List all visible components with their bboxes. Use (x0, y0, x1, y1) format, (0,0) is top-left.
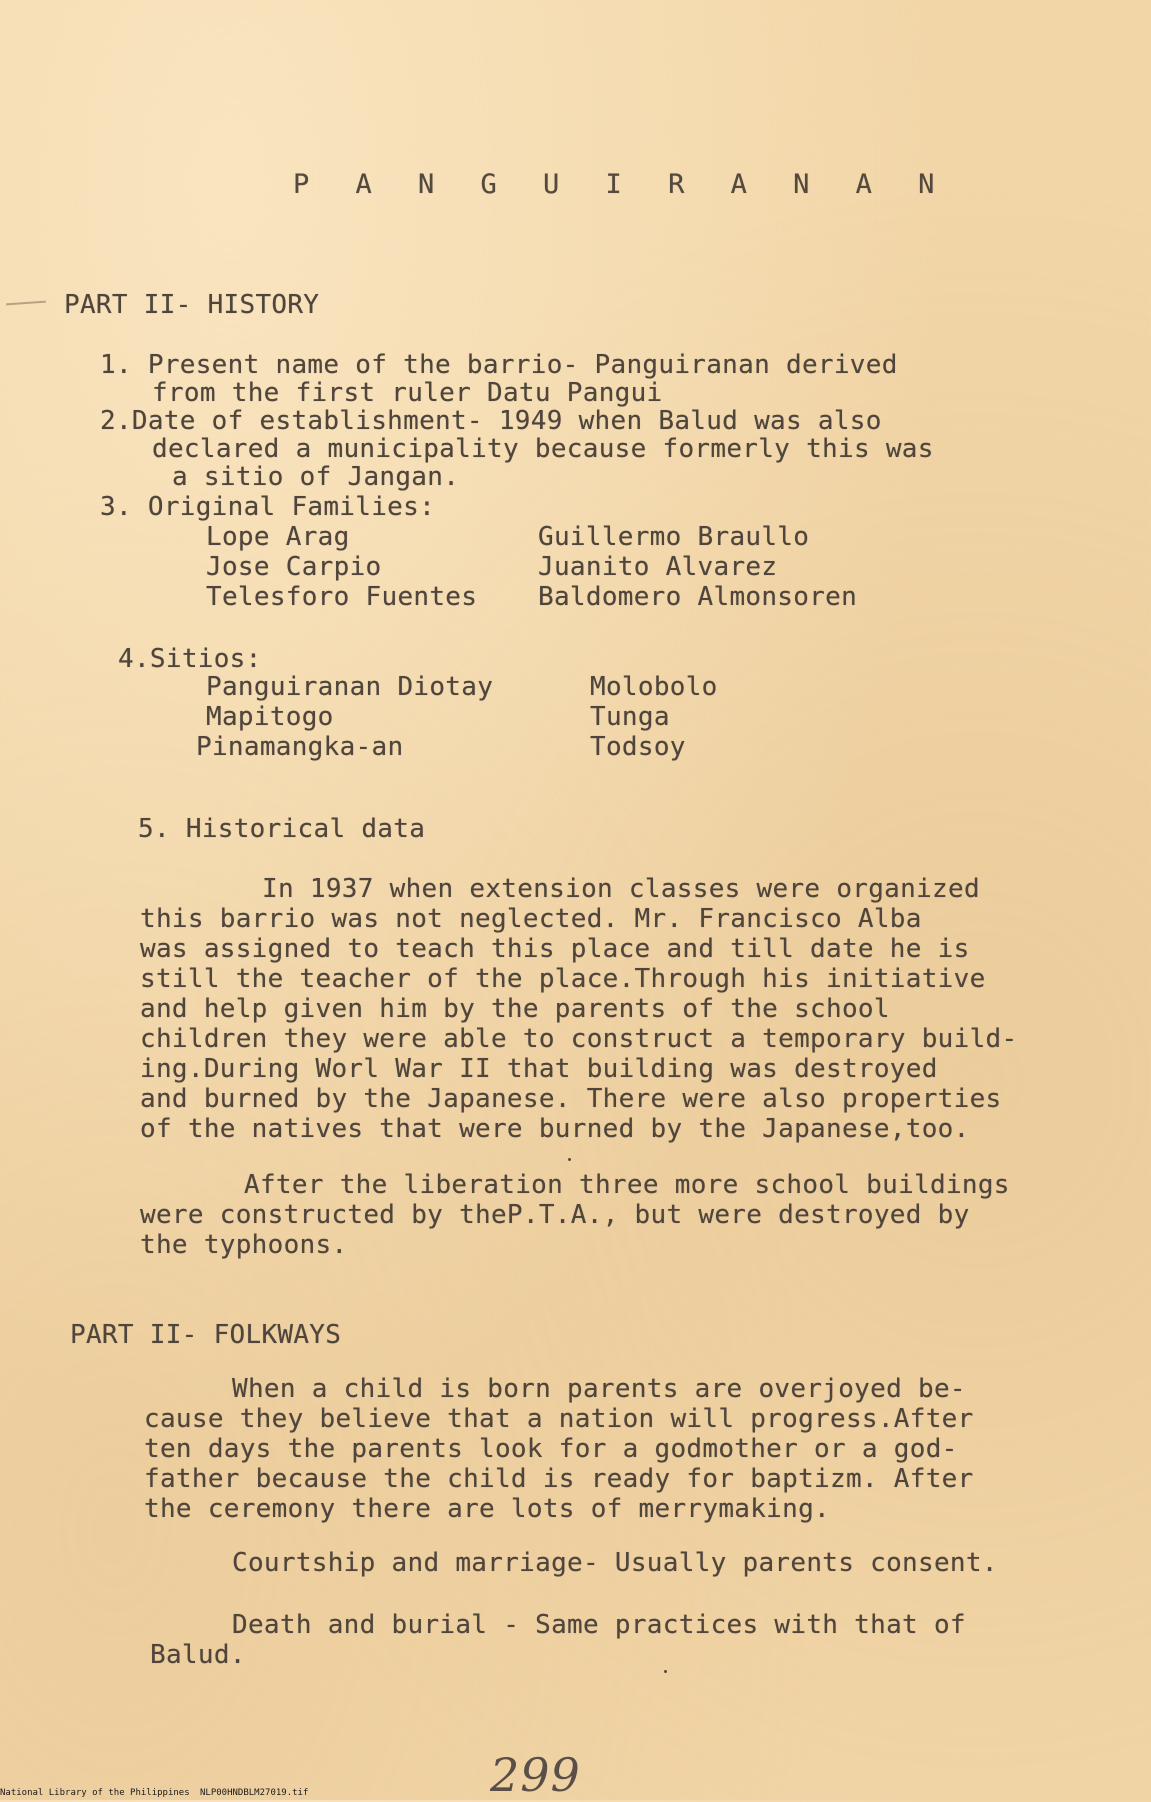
courtship-line: Courtship and marriage- Usually parents consent. (232, 1548, 998, 1578)
families-label: 3. Original Families: (100, 492, 436, 522)
historical-paragraph-line: still the teacher of the place.Through his initiative (140, 964, 986, 994)
sitio-name: Todsoy (590, 732, 686, 762)
scan-footer (0, 1758, 1151, 1798)
historical-paragraph-line: children they were able to construct a temporary build- (140, 1024, 1018, 1054)
sitios-label: 4.Sitios: (118, 644, 262, 674)
historical-paragraph-line: and burned by the Japanese. There were also properties (140, 1084, 1002, 1114)
death-line1: Death and burial - Same practices with that of (232, 1610, 966, 1640)
folkways-heading: PART II- FOLKWAYS (70, 1320, 342, 1350)
item2-line3: a sitio of Jangan. (172, 462, 460, 492)
folkways-paragraph-line: When a child is born parents are overjoyed be- (232, 1374, 966, 1404)
historical-paragraph-line: this barrio was not neglected. Mr. Francisco Alba (140, 904, 922, 934)
sitio-name: Mapitogo (206, 702, 334, 732)
margin-mark (6, 301, 46, 306)
item2-line2: declared a municipality because formerly this was (152, 434, 934, 464)
historical-paragraph-line: and help given him by the parents of the school (140, 994, 890, 1024)
liberation-paragraph-line: the typhoons. (140, 1230, 348, 1260)
family-name: Guillermo Braullo (538, 522, 810, 552)
sitio-name: Panguiranan Diotay (206, 672, 494, 702)
liberation-paragraph-line: were constructed by theP.T.A., but were destroyed by (140, 1200, 970, 1230)
death-line2: Balud. (150, 1640, 246, 1670)
item1-line2: from the first ruler Datu Pangui (152, 378, 663, 408)
item1-line1: 1. Present name of the barrio- Panguiranan derived (100, 350, 898, 380)
item2-line1: 2.Date of establishment- 1949 when Balud was also (100, 406, 882, 436)
folkways-paragraph-line: the ceremony there are lots of merrymaking. (144, 1494, 830, 1524)
sitio-name: Pinamangka-an (196, 732, 404, 762)
historical-data-label: 5. Historical data (138, 814, 426, 844)
document-title: P A N G U I R A N A N (293, 169, 950, 200)
historical-paragraph-line: of the natives that were burned by the Japanese,too. (140, 1114, 970, 1144)
history-heading: PART II- HISTORY (64, 290, 320, 320)
liberation-paragraph-line: After the liberation three more school buildings (244, 1170, 1010, 1200)
sitio-name: Tunga (590, 702, 670, 732)
family-name: Jose Carpio (206, 552, 382, 582)
library-credit: National Library of the Philippines (0, 1788, 190, 1798)
ink-dot (664, 1670, 667, 1673)
historical-paragraph-line: ing.During Worl War II that building was destroyed (140, 1054, 938, 1084)
family-name: Juanito Alvarez (538, 552, 778, 582)
historical-paragraph-line: In 1937 when extension classes were organized (262, 874, 980, 904)
family-name: Telesforo Fuentes (206, 582, 478, 612)
sitio-name: Molobolo (590, 672, 718, 702)
page-number: 299 (490, 1748, 581, 1802)
folkways-paragraph-line: cause they believe that a nation will progress.After (144, 1404, 974, 1434)
family-name: Lope Arag (206, 522, 350, 552)
folkways-paragraph-line: father because the child is ready for baptizm. After (144, 1464, 974, 1494)
ink-dot (568, 1158, 571, 1161)
folkways-paragraph-line: ten days the parents look for a godmother or a god- (144, 1434, 958, 1464)
file-id: NLP00HNDBLM27019.tif (200, 1788, 309, 1798)
historical-paragraph-line: was assigned to teach this place and till date he is (140, 934, 970, 964)
family-name: Baldomero Almonsoren (538, 582, 858, 612)
